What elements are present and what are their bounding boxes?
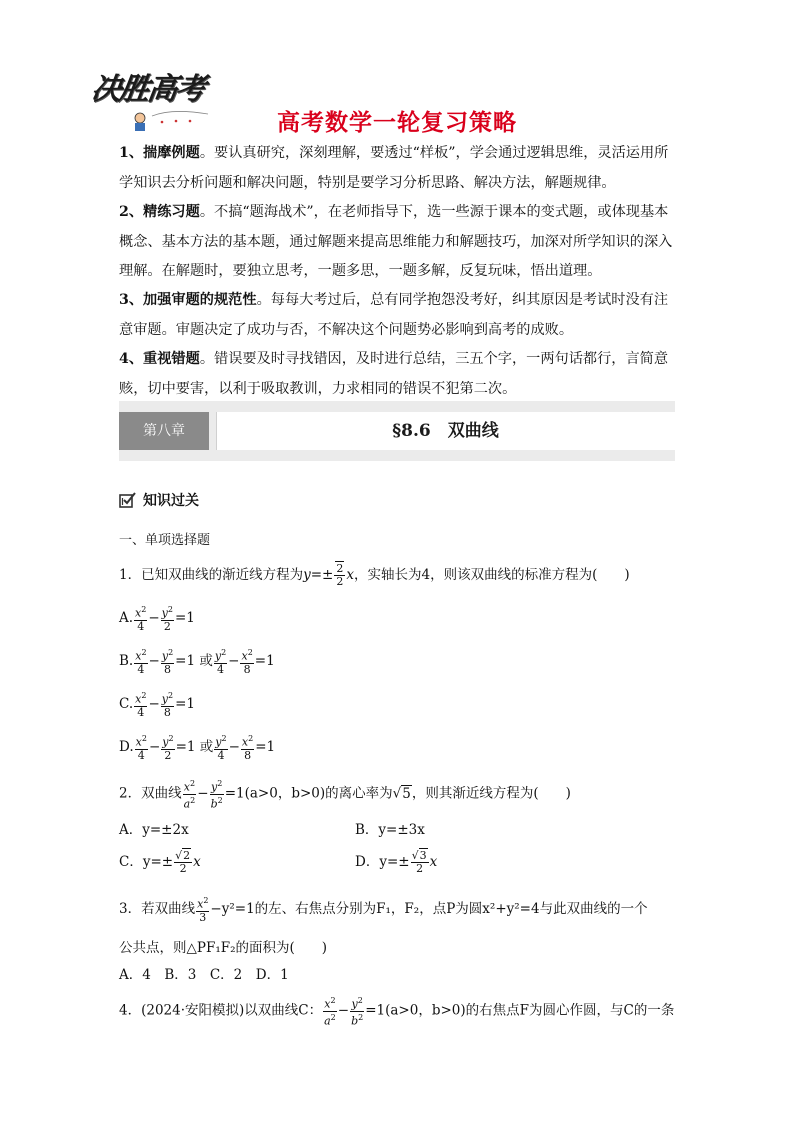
or-text: 或: [199, 738, 214, 755]
question-1: 1．已知双曲线的渐近线方程为y=± $\frac{2}{2}$ x，实轴长为4，则该双曲线的标准方程为( ): [119, 562, 630, 588]
equals-one: =1: [175, 652, 196, 669]
equals-one: =1: [174, 609, 195, 626]
option-label: D．y=±: [355, 854, 410, 870]
chapter-title: §8.6 双曲线: [392, 421, 499, 441]
q2-option-a: A．y=±2x: [119, 822, 189, 838]
strategy-1: [119, 139, 679, 198]
strategy-text: 。每每大考过后，总有同学抱怨没考好，纠其原因是考试时没有注意审题。审题决定了成功与否，不解决这个问题势必影响到高考的成败。: [119, 292, 669, 338]
strategy-lead: 1、揣摩例题: [119, 145, 200, 161]
question-3: 3．若双曲线 $\frac{x^2}{3}$ −y²=1的左、右焦点分别为F₁，F₂，点P为圆x²+y²=4与此双曲线的一个: [119, 896, 648, 924]
q1-option-b: B. $\frac{x^2}{4}$ − $\frac{y^2}{8}$ =1 或 $\frac{y^2}{4}$ − $\frac{x^2}{8}$ =1: [119, 648, 275, 676]
logo-text: 决胜高考: [89, 72, 206, 107]
strategy-4: [119, 345, 679, 404]
option-label: D.: [119, 738, 134, 755]
q3-line2: 公共点，则△PF₁F₂的面积为( ): [119, 940, 328, 956]
equals-one: =1: [175, 738, 196, 755]
q1-option-a: A. $\frac{x^2}{4}$ − $\frac{y^2}{2}$ =1: [119, 605, 195, 633]
q2-suffix: ，则其渐近线方程为( ): [411, 785, 571, 802]
section-title: 知识过关: [143, 493, 199, 509]
q3-options: A．4 B．3 C．2 D．1: [119, 967, 289, 983]
fraction: $\frac{2}{2}$: [336, 562, 344, 588]
q4-suffix: =1(a>0，b>0)的右焦点F为圆心作圆，与C的一条: [365, 1002, 675, 1019]
strategy-text: 。要认真研究，深刻理解，要透过“样板”，学会通过逻辑思维，灵活运用所学知识去分析问题和解决问题，特别是要学习分析思路、解决方法，解题规律。: [119, 145, 669, 191]
q2-option-d: D．y=± $\frac{√3}{2}$ x: [355, 849, 438, 875]
strategy-text: 。错误要及时寻找错因，及时进行总结，三五个字，一两句话都行，言简意赅，切中要害，以利于吸取教训，力求相同的错误不犯第二次。: [119, 351, 669, 397]
equals-one: =1: [175, 695, 195, 712]
strategy-lead: 4、重视错题: [119, 351, 200, 367]
option-label: B.: [119, 652, 134, 669]
page-title: 高考数学一轮复习策略: [277, 110, 517, 136]
checklist-icon: [119, 492, 137, 508]
option-label: A.: [119, 609, 134, 626]
option-label: C．y=±: [119, 854, 174, 870]
q1-prefix: 1．已知双曲线的渐近线方程为: [119, 567, 304, 583]
q2-option-c: C．y=± $\frac{√2}{2}$ x: [119, 849, 201, 875]
strategy-lead: 2、精练习题: [119, 204, 200, 220]
equals-one: =1: [255, 738, 276, 755]
q2-option-b: B．y=±3x: [355, 822, 425, 838]
q2-mid: =1(a>0，b>0)的离心率为: [224, 785, 393, 802]
strategy-lead: 3、加强审题的规范性: [119, 292, 257, 308]
q2-prefix: 2．双曲线: [119, 785, 182, 802]
q1-option-c: C. $\frac{x^2}{4}$ − $\frac{y^2}{8}$ =1: [119, 691, 195, 719]
strategy-3: [119, 286, 679, 345]
equals-one: =1: [254, 652, 275, 669]
section-heading: [119, 490, 199, 510]
option-label: C.: [119, 695, 134, 712]
q3-prefix: 3．若双曲线: [119, 900, 196, 917]
q3-line1: −y²=1的左、右焦点分别为F₁，F₂，点P为圆x²+y²=4与此双曲线的一个: [210, 900, 648, 917]
question-2: 2．双曲线 $\frac{x^2}{a^2}$ − $\frac{y^2}{b^2}$ =1(a>0，b>0)的离心率为√5，则其渐近线方程为( ): [119, 779, 571, 811]
q4-prefix: 4．(2024·安阳模拟)以双曲线C：: [119, 1002, 323, 1019]
q1-option-d: D. $\frac{x^2}{4}$ − $\frac{y^2}{2}$ =1 或 $\frac{y^2}{4}$ − $\frac{x^2}{8}$ =1: [119, 734, 276, 762]
strategy-text: 。不搞“题海战术”，在老师指导下，选一些源于课本的变式题，或体现基本概念、基本方法的基本题，通过解题来提高思维能力和解题技巧，加深对所学知识的深入理解。在解题时，要独立思考，一题多思，一题多解，反复玩味，悟出道理。: [119, 204, 673, 279]
chapter-label: 第八章: [119, 412, 209, 450]
q1-suffix: ，实轴长为4，则该双曲线的标准方程为( ): [353, 567, 630, 583]
strategy-2: [119, 198, 679, 287]
section-subtitle: 一、单项选择题: [119, 533, 211, 548]
question-4: 4．(2024·安阳模拟)以双曲线C： $\frac{x^2}{a^2}$ − $\frac{y^2}{b^2}$ =1(a>0，b>0)的右焦点F为圆心作圆，与C的一条: [119, 996, 675, 1028]
or-text: 或: [199, 652, 213, 669]
